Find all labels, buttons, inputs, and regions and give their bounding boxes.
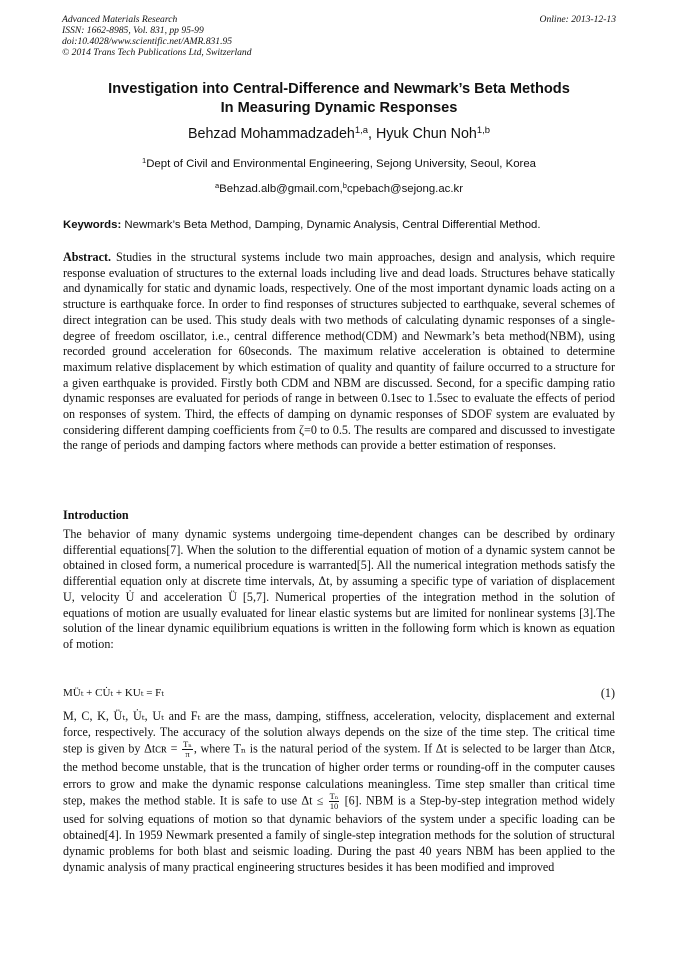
title-line-2: In Measuring Dynamic Responses [220, 100, 458, 116]
paper-title [40, 80, 638, 118]
keywords [63, 219, 623, 231]
fraction-tn-over-10 [329, 792, 340, 811]
equation-text: MÜₜ + CU̇ₜ + KUₜ = Fₜ [63, 687, 164, 699]
abstract [63, 250, 615, 454]
issn-line: ISSN: 1662-8985, Vol. 831, pp 95-99 [62, 25, 204, 36]
fraction-tn-over-pi [182, 740, 193, 759]
introduction-paragraph-2 [63, 708, 615, 876]
author-separator: , [368, 126, 376, 142]
email-a-marker: a [214, 180, 220, 190]
author-1: Behzad Mohammadzadeh [187, 126, 355, 142]
author-2-affil: 1,b [476, 123, 490, 135]
journal-header [62, 14, 616, 58]
intro-p2-part-c: [6]. NBM is a Step-by-step integration method widely used for solving equations of motion so that dynamic behaviors of the system under a specific loading can be obtained[4]. In 1959 Newmark presented a family of single-step integration methods for the solution of structural dynamic problems for both blast and seismic loading. During the past 40 years NBM has been applied to the dynamic analysis of many practical engineering structures besides it has been modified and improved [63, 793, 615, 875]
author-2: Hyuk Chun Noh [375, 126, 477, 142]
fraction-numerator: Tₙ [329, 791, 339, 801]
intro-p1-part-a: The behavior of many dynamic systems undergoing time-dependent changes can be described by ordinary differential equations[7]. When the solution to the differential equation of motion of a dynamic system cannot be obtained in closed form, a numerical procedure is warranted[5]. All the numerical integration methods satisfy the differential equation only at discrete time intervals, Δt, by assuming a specific type of variation of displacement U, velocity [63, 527, 615, 604]
intro-p1-part-b: and acceleration Ü [5,7]. Numerical properties of the integration method in the solution of equations of motion are usually evaluated for linear elastic systems but are limited for nonlinear systems [3].The solution of the linear dynamic equilibrium equations is written in the following form which is known as equation of motion: [63, 589, 615, 651]
abstract-text: Studies in the structural systems include two main approaches, design and analysis, which require response evaluation of structures to the external loads including live and dead loads. Structures behave statically and dynamically for static and dynamic loads, respectively. One of the most important dynamic loads acting on a structure is earthquake force. In order to find responses of structures subjected to earthquake, several schemes of direct integration can be used. This study deals with two methods of calculating dynamic responses of a single-degree of freedom oscillator, i.e., central difference method(CDM) and Newmark’s beta method(NBM), using recorded ground acceleration for 60seconds. The maximum relative acceleration is obtained to determine maximum relative displacement by which estimation of quality and quantity of failure occurred to a structure for a given earthquake is provided. Firstly both CDM and NBM are discussed. Second, for a specific damping ratio dynamic responses are evaluated for periods of range in between 0.1sec to 1.5sec to evaluate the effects of period on responses of system. Third, the effects of damping on dynamic responses of SDOF system are evaluated by considering different damping coefficients from ζ=0 to 0.5. The results are compared and discussed to investigate the range of periods and damping factors where methods can provide a better estimation of responses. [63, 250, 615, 453]
time-step-inequality: Δt ≤ [301, 793, 324, 808]
keywords-text: Newmark’s Beta Method, Damping, Dynamic Analysis, Central Differential Method. [121, 219, 541, 231]
email-a: Behzad.alb@gmail.com, [219, 183, 343, 195]
fraction-numerator: Tₙ [183, 740, 192, 750]
author-1-affil: 1,a [354, 123, 368, 135]
online-date: Online: 2013-12-13 [539, 14, 616, 25]
keywords-label: Keywords: [63, 219, 122, 231]
fraction-denominator: 10 [329, 801, 339, 811]
critical-time-step-symbol: Δtᴄʀ = [144, 741, 178, 756]
affiliation-marker: 1 [142, 155, 147, 165]
author-list [40, 123, 638, 142]
email-b: cpebach@sejong.ac.kr [346, 183, 464, 195]
intro-p2-part-a: M, C, K, Üₜ, U̇ₜ, Uₜ and Fₜ are the mass, damping, stiffness, acceleration, velocity, displacement and external force, respectively. The accuracy of the solution always depends on the size of the time step. The critical time step is given by [63, 709, 615, 756]
abstract-label: Abstract. [63, 250, 112, 264]
author-emails [40, 180, 638, 195]
email-b-marker: b [342, 180, 347, 190]
journal-name: Advanced Materials Research [62, 14, 178, 25]
velocity-symbol: U̇ [125, 589, 135, 604]
copyright-line: © 2014 Trans Tech Publications Ltd, Switzerland [62, 47, 252, 58]
intro-p2-part-b: , where Tₙ is the natural period of the system. If Δt is selected to be larger than Δtᴄʀ, the method become unstable, that is the truncation of higher order terms or rounding-off in the computer causes errors to grow and make the dynamic response calculations meaningless. Time step smaller than critical time step, makes the method stable. It is safe to use [63, 741, 615, 808]
equation-of-motion [63, 686, 615, 699]
introduction-paragraph-1 [63, 527, 615, 653]
title-line-1: Investigation into Central-Difference and Newmark’s Beta Methods [108, 81, 570, 97]
affiliation [40, 155, 638, 170]
equation-number: (1) [600, 686, 615, 700]
affiliation-text: Dept of Civil and Environmental Engineering, Sejong University, Seoul, Korea [146, 158, 536, 170]
fraction-denominator: π [185, 750, 190, 760]
introduction-heading: Introduction [63, 508, 129, 522]
doi-line: doi:10.4028/www.scientific.net/AMR.831.95 [62, 36, 233, 47]
